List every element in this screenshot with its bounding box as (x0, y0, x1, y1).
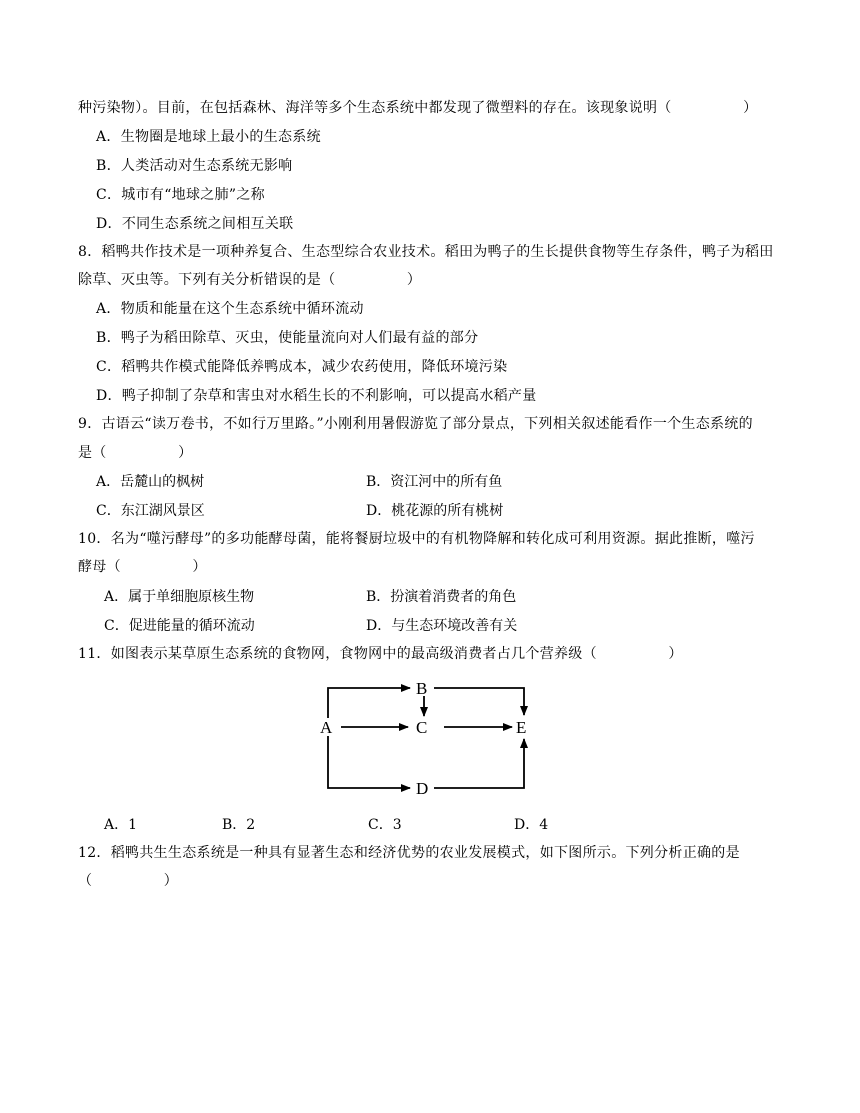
q8-stem-line1: 8．稻鸭共作技术是一项种养复合、生态型综合农业技术。稻田为鸭子的生长提供食物等生存条件，鸭子为稻田 (78, 244, 774, 260)
q9-option-c[interactable]: C．东江湖风景区 (96, 503, 205, 519)
q9-option-b[interactable]: B．资江河中的所有鱼 (366, 474, 503, 490)
q9-option-a[interactable]: A．岳麓山的枫树 (96, 474, 205, 490)
q11-option-c[interactable]: C．3 (368, 817, 402, 833)
q12-stem-line1: 12．稻鸭共生生态系统是一种具有显著生态和经济优势的农业发展模式，如下图所示。下列分析正确的是 (78, 845, 740, 861)
q8-option-a[interactable]: A．物质和能量在这个生态系统中循环流动 (96, 301, 364, 317)
q10-stem-line1: 10．名为“噬污酵母”的多功能酵母菌，能将餐厨垃圾中的有机物降解和转化成可利用资源。据此推断，噬污 (78, 531, 755, 547)
q8-option-b[interactable]: B．鸭子为稻田除草、灭虫，使能量流向对人们最有益的部分 (96, 330, 479, 346)
q10-stem-line2: 酵母（ ） (78, 559, 207, 575)
arrow-a-to-b (328, 688, 410, 718)
q10-option-b[interactable]: B．扮演着消费者的角色 (366, 589, 517, 605)
node-c: C (416, 718, 428, 737)
node-b: B (416, 679, 428, 698)
q7-continuation: 种污染物）。目前，在包括森林、海洋等多个生态系统中都发现了微塑料的存在。该现象说明（ ） (78, 100, 758, 116)
q11-stem: 11．如图表示某草原生态系统的食物网，食物网中的最高级消费者占几个营养级（ ） (78, 646, 683, 662)
arrow-a-to-d (328, 736, 410, 788)
q9-option-d[interactable]: D．桃花源的所有桃树 (366, 503, 504, 519)
q10-option-a[interactable]: A．属于单细胞原核生物 (104, 589, 255, 605)
q7-option-c[interactable]: C．城市有“地球之肺”之称 (96, 187, 265, 203)
q11-option-b[interactable]: B．2 (222, 817, 256, 833)
node-d: D (416, 779, 429, 798)
arrow-d-to-e (434, 739, 524, 788)
q12-stem-line2: （ ） (78, 873, 179, 889)
q8-stem-line2: 除草、灭虫等。下列有关分析错误的是（ ） (78, 272, 422, 288)
arrow-b-to-e (434, 688, 524, 715)
q9-stem-line1: 9．古语云“读万卷书，不如行万里路。”小刚利用暑假游览了部分景点，下列相关叙述能看作一个生态系统的 (78, 416, 753, 432)
q10-option-c[interactable]: C．促进能量的循环流动 (104, 618, 255, 634)
q11-option-d[interactable]: D．4 (514, 817, 549, 833)
q7-option-a[interactable]: A．生物圈是地球上最小的生态系统 (96, 129, 321, 145)
q8-option-c[interactable]: C．稻鸭共作模式能降低养鸭成本，减少农药使用，降低环境污染 (96, 359, 508, 375)
node-e: E (516, 718, 527, 737)
q7-option-b[interactable]: B．人类活动对生态系统无影响 (96, 158, 293, 174)
q10-option-d[interactable]: D．与生态环境改善有关 (366, 618, 518, 634)
q8-option-d[interactable]: D．鸭子抑制了杂草和害虫对水稻生长的不利影响，可以提高水稻产量 (96, 388, 537, 404)
q9-stem-line2: 是（ ） (78, 445, 193, 461)
node-a: A (320, 718, 333, 737)
food-web-diagram (0, 676, 860, 816)
q11-option-a[interactable]: A．1 (104, 817, 138, 833)
q7-option-d[interactable]: D．不同生态系统之间相互关联 (96, 216, 294, 232)
